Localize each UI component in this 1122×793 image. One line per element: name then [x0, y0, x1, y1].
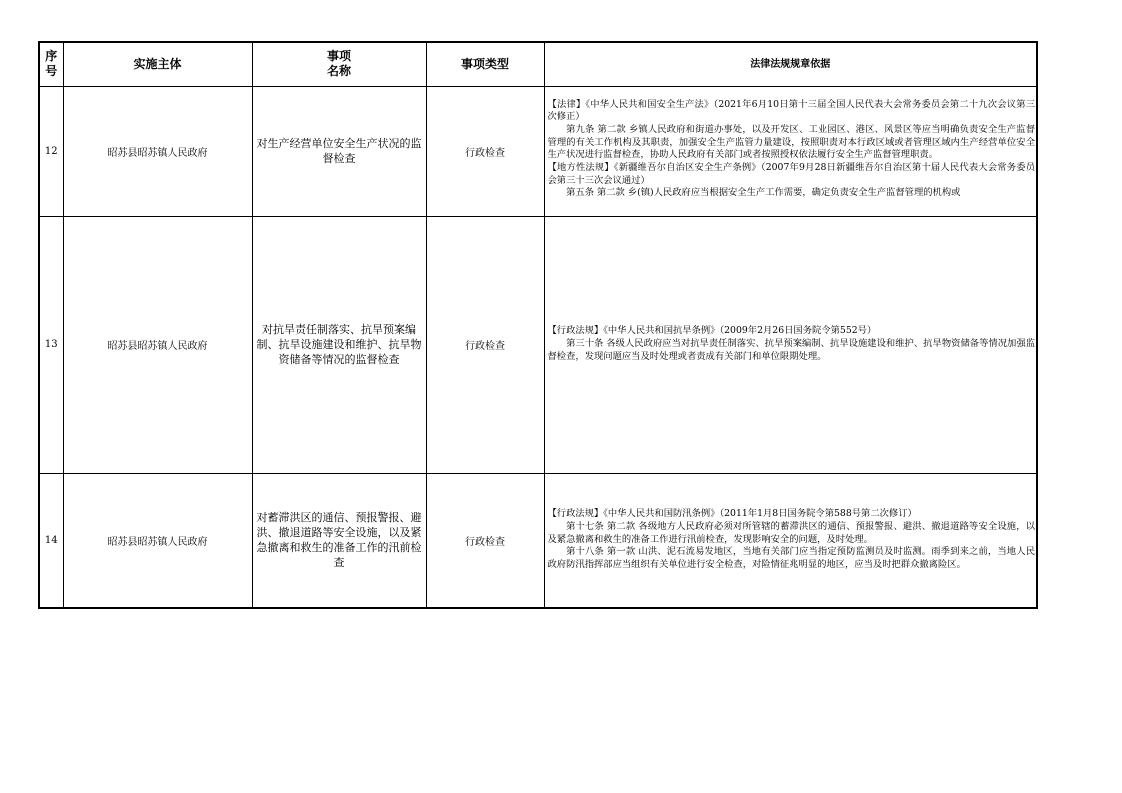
- row-subject: 昭苏县昭苏镇人民政府: [63, 86, 252, 216]
- row-type: 行政检查: [426, 473, 544, 608]
- row-law: [544, 473, 1037, 608]
- regulation-table: [38, 41, 1038, 609]
- row-type: 行政检查: [426, 216, 544, 473]
- law-paragraph: 【行政法规】《中华人民共和国抗旱条例》（2009年2月26日国务院令第552号）: [547, 325, 877, 337]
- table-row: [39, 473, 1037, 608]
- row-law: [544, 216, 1037, 473]
- law-paragraph: 第三十条 各级人民政府应当对抗旱责任制落实、抗旱预案编制、抗旱设施建设和维护、抗旱物资储备等情况加强监督检查，发现问题应当及时处理或者责成有关部门和单位限期处理。: [547, 338, 1035, 362]
- law-paragraph: 第五条 第二款 乡(镇)人民政府应当根据安全生产工作需要，确定负责安全生产监督管理的机构或: [566, 187, 961, 199]
- header-subject: [63, 42, 252, 86]
- law-paragraph: 【地方性法规】《新疆维吾尔自治区安全生产条例》（2007年9月28日新疆维吾尔自治区第十届人民代表大会常务委员会第三十三次会议通过）: [547, 162, 1035, 186]
- law-paragraph: 【行政法规】《中华人民共和国防汛条例》（2011年1月8日国务院令第588号第二次修订）: [547, 508, 917, 520]
- header-law: [544, 42, 1037, 86]
- law-paragraph: 第十八条 第一款 山洪、泥石流易发地区，当地有关部门应当指定预防监测员及时监测。雨季到来之前，当地人民政府防汛指挥部应当组织有关单位进行安全检查，对险情征兆明显的地区，应当及时把群众撤离险区。: [547, 546, 1035, 571]
- header-subject-label: 实施主体: [133, 56, 182, 71]
- law-paragraph: 第九条 第二款 乡镇人民政府和街道办事处，以及开发区、工业园区、港区、风景区等应当明确负责安全生产监督管理的有关工作机构及其职责，加强安全生产监管力量建设，按照职责对本行政区域或者管理区域内生产经营单位安全生产状况进行监督检查，协助人民政府有关部门或者按照授权依法履行安全生产监督管理职责。: [547, 123, 1035, 161]
- header-law-label: 法律法规规章依据: [750, 58, 831, 70]
- row-subject: 昭苏县昭苏镇人民政府: [63, 216, 252, 473]
- header-index-label: 序号: [45, 49, 58, 79]
- header-row: [39, 42, 1037, 86]
- header-item-line2: 名称: [326, 64, 351, 79]
- table-row: [39, 86, 1037, 216]
- row-index: 12: [39, 86, 63, 216]
- row-item: 对蓄滞洪区的通信、预报警报、避洪、撤退道路等安全设施，以及紧急撤离和救生的准备工作的汛前检查: [252, 473, 426, 608]
- row-index: 13: [39, 216, 63, 473]
- row-index: 14: [39, 473, 63, 608]
- row-subject: 昭苏县昭苏镇人民政府: [63, 473, 252, 608]
- header-type: [426, 42, 544, 86]
- header-item-line1: 事项: [326, 49, 351, 64]
- table-row: [39, 216, 1037, 473]
- row-law: [544, 86, 1037, 216]
- law-paragraph: 第十七条 第二款 各级地方人民政府必须对所管辖的蓄滞洪区的通信、预报警报、避洪、撤退道路等安全设施，以及紧急撤离和救生的准备工作进行汛前检查，发现影响安全的问题，及时处理。: [547, 520, 1035, 545]
- row-type: 行政检查: [426, 86, 544, 216]
- row-item: 对抗旱责任制落实、抗旱预案编制、抗旱设施建设和维护、抗旱物资储备等情况的监督检查: [252, 216, 426, 473]
- law-paragraph: 【法律】《中华人民共和国安全生产法》（2021年6月10日第十三届全国人民代表大会常务委员会第二十九次会议第三次修正）: [547, 98, 1035, 123]
- header-type-label: 事项类型: [460, 56, 509, 71]
- header-item: [252, 42, 426, 86]
- header-index: [39, 42, 63, 86]
- row-item: 对生产经营单位安全生产状况的监督检查: [252, 86, 426, 216]
